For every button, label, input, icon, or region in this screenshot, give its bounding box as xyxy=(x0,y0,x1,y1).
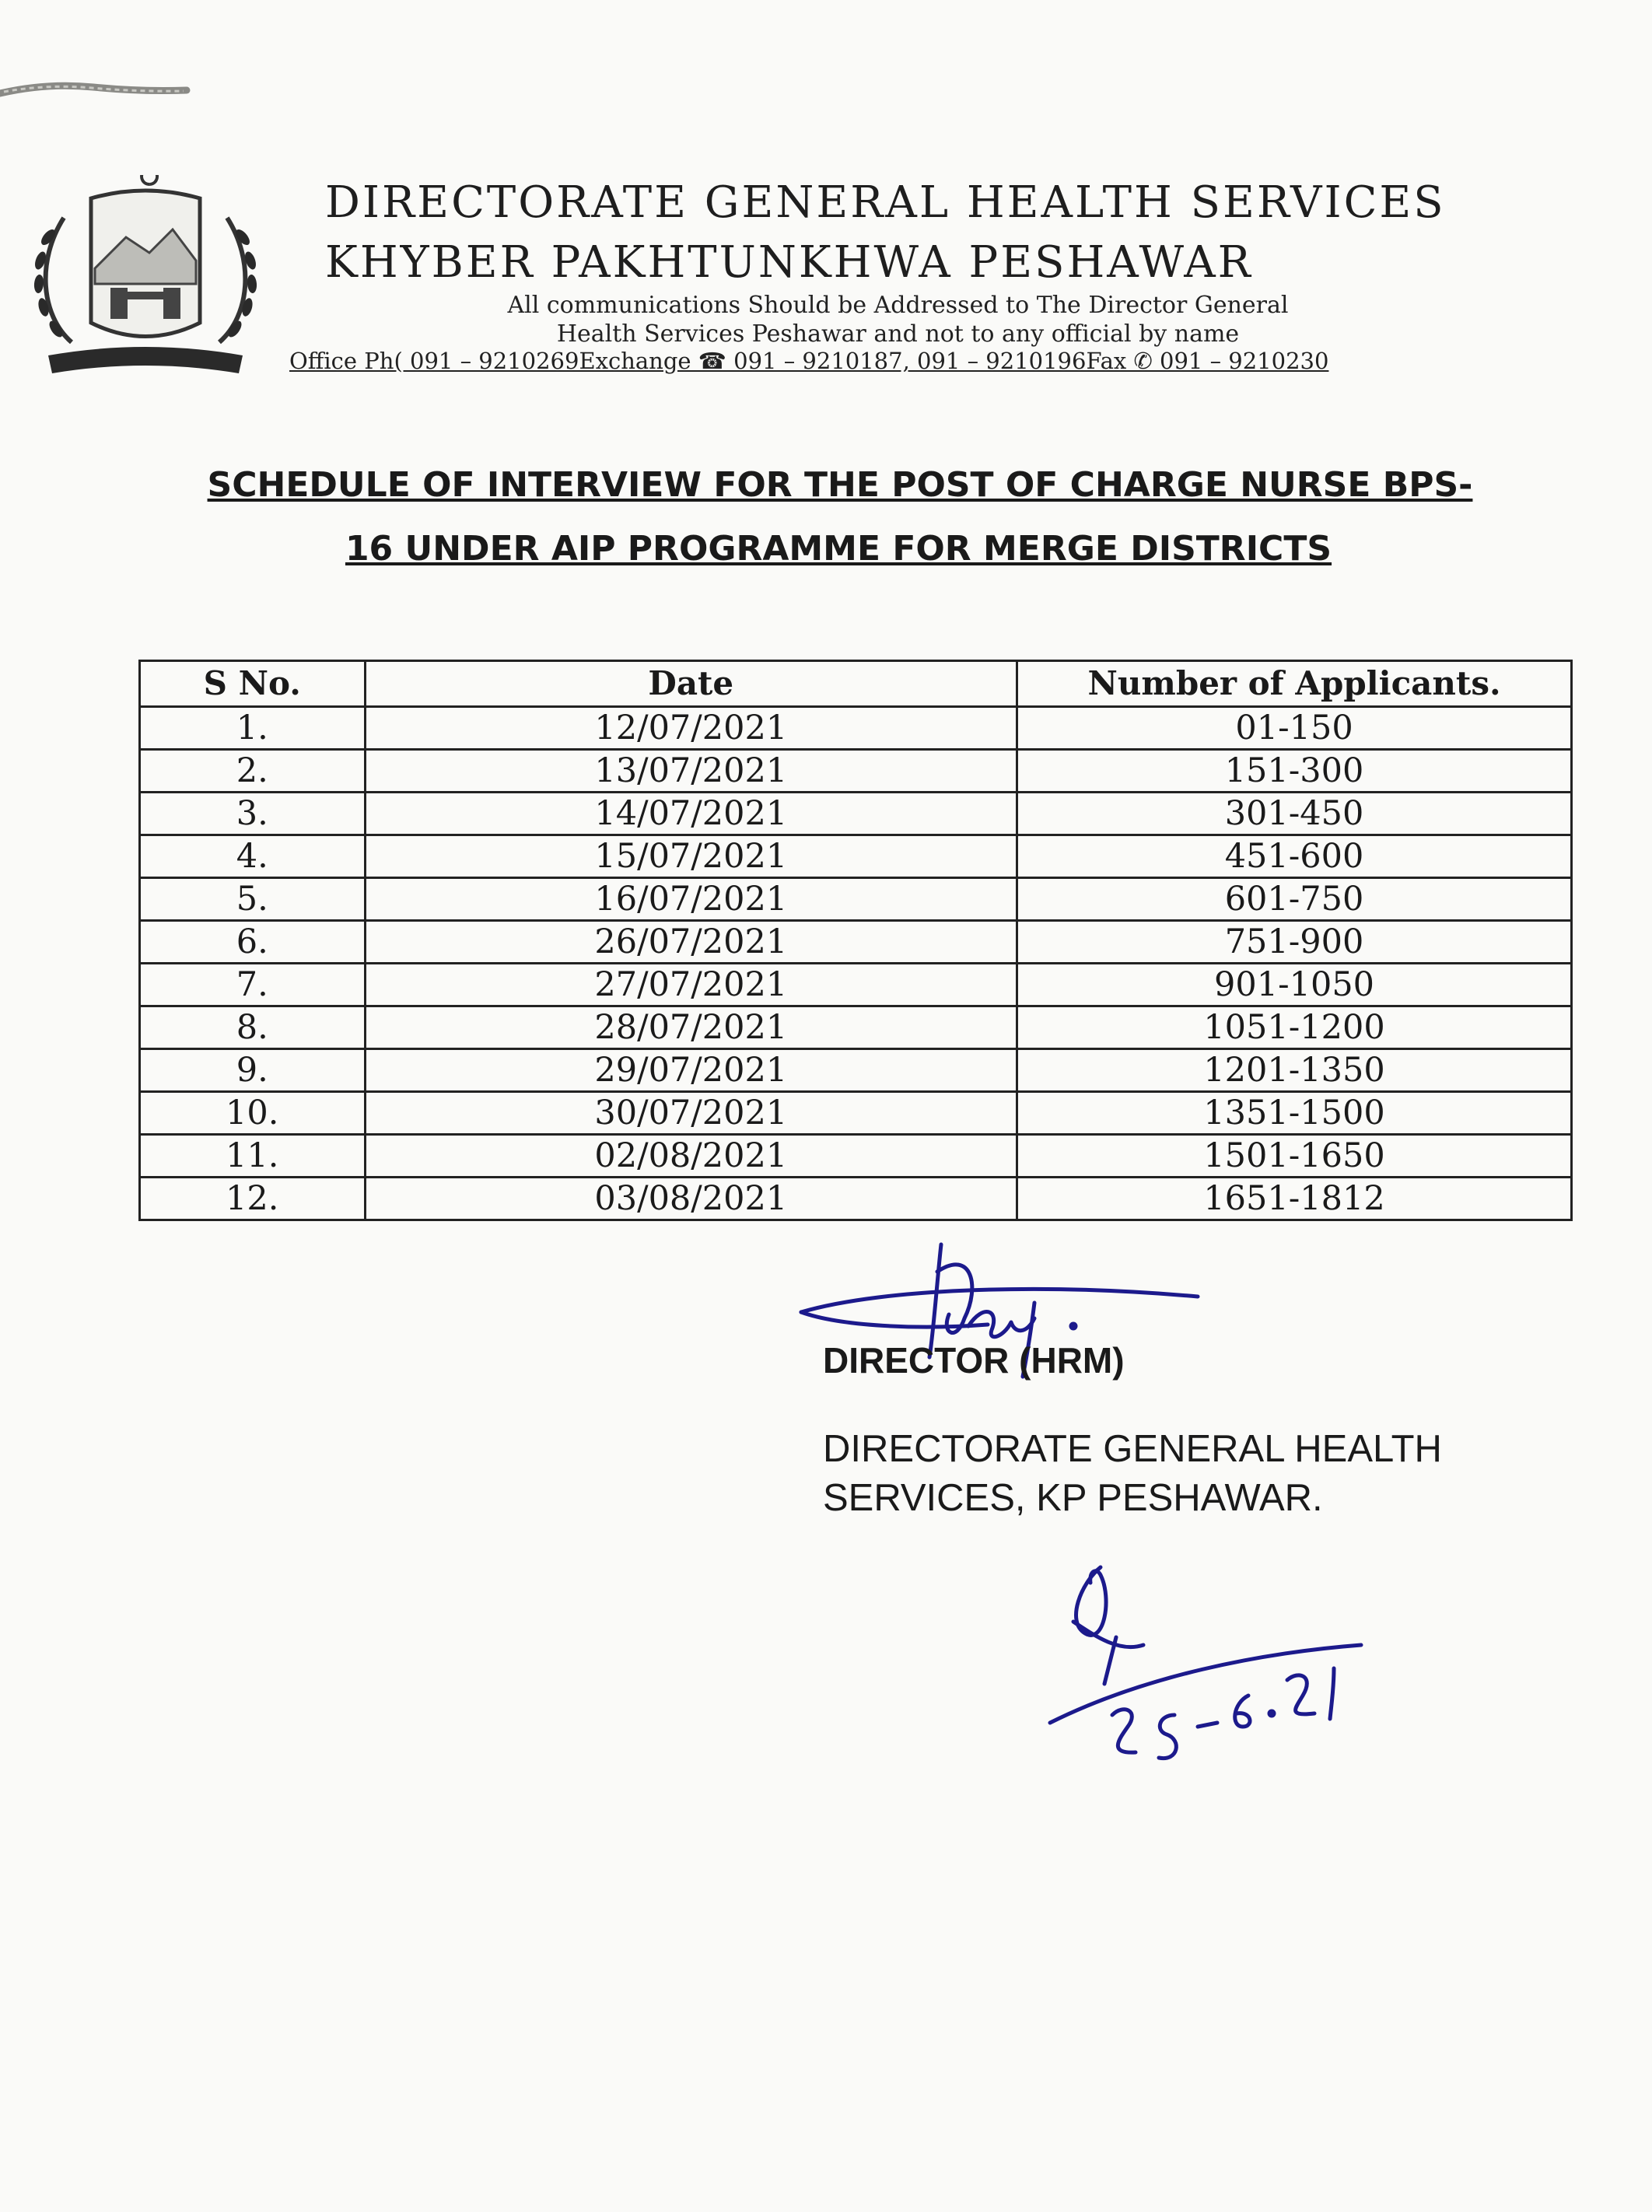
cell-sno: 10. xyxy=(140,1092,366,1135)
cell-applicants: 01-150 xyxy=(1017,707,1572,750)
cell-sno: 11. xyxy=(140,1135,366,1178)
table-row xyxy=(140,1049,1572,1092)
cell-applicants: 1501-1650 xyxy=(1017,1135,1572,1178)
cell-applicants: 1651-1812 xyxy=(1017,1178,1572,1220)
cell-date: 27/07/2021 xyxy=(365,964,1017,1006)
cell-applicants: 1051-1200 xyxy=(1017,1006,1572,1049)
table-row xyxy=(140,793,1572,835)
column-header-date: Date xyxy=(365,661,1017,707)
cell-date: 14/07/2021 xyxy=(365,793,1017,835)
table-row xyxy=(140,1135,1572,1178)
table-row xyxy=(140,1092,1572,1135)
table-row xyxy=(140,964,1572,1006)
table-row xyxy=(140,750,1572,793)
cell-date: 29/07/2021 xyxy=(365,1049,1017,1092)
cell-date: 15/07/2021 xyxy=(365,835,1017,878)
schedule-heading-line2: 16 UNDER AIP PROGRAMME FOR MERGE DISTRICTS xyxy=(345,529,1332,569)
cell-sno: 3. xyxy=(140,793,366,835)
cell-sno: 5. xyxy=(140,878,366,921)
cell-applicants: 301-450 xyxy=(1017,793,1572,835)
cell-date: 02/08/2021 xyxy=(365,1135,1017,1178)
cell-applicants: 451-600 xyxy=(1017,835,1572,878)
cell-date: 13/07/2021 xyxy=(365,750,1017,793)
letterhead-contact-numbers: Office Ph( 091 – 9210269Exchange ☎ 091 – 9210187, 091 – 9210196Fax ✆ 091 – 9210230 xyxy=(289,348,1329,374)
cell-date: 16/07/2021 xyxy=(365,878,1017,921)
cell-date: 28/07/2021 xyxy=(365,1006,1017,1049)
cell-date: 12/07/2021 xyxy=(365,707,1017,750)
table-row xyxy=(140,835,1572,878)
signatory-org-line1: DIRECTORATE GENERAL HEALTH xyxy=(823,1428,1442,1470)
cell-applicants: 901-1050 xyxy=(1017,964,1572,1006)
interview-schedule-table xyxy=(138,660,1573,1221)
cell-applicants: 751-900 xyxy=(1017,921,1572,964)
table-header-row xyxy=(140,661,1572,707)
cell-date: 03/08/2021 xyxy=(365,1178,1017,1220)
cell-sno: 9. xyxy=(140,1049,366,1092)
table-row xyxy=(140,707,1572,750)
cell-sno: 6. xyxy=(140,921,366,964)
column-header-sno: S No. xyxy=(140,661,366,707)
signatory-designation: DIRECTOR (HRM) xyxy=(823,1340,1125,1381)
cell-applicants: 601-750 xyxy=(1017,878,1572,921)
cell-date: 26/07/2021 xyxy=(365,921,1017,964)
letterhead-note-line2: Health Services Peshawar and not to any official by name xyxy=(556,320,1240,348)
initials-with-date-handwritten xyxy=(1027,1536,1369,1793)
cell-applicants: 1201-1350 xyxy=(1017,1049,1572,1092)
cell-applicants: 1351-1500 xyxy=(1017,1092,1572,1135)
staple-mark xyxy=(0,76,191,101)
table-row xyxy=(140,1006,1572,1049)
cell-date: 30/07/2021 xyxy=(365,1092,1017,1135)
cell-sno: 7. xyxy=(140,964,366,1006)
table-row xyxy=(140,878,1572,921)
cell-sno: 1. xyxy=(140,707,366,750)
cell-sno: 12. xyxy=(140,1178,366,1220)
table-row xyxy=(140,921,1572,964)
cell-applicants: 151-300 xyxy=(1017,750,1572,793)
cell-sno: 8. xyxy=(140,1006,366,1049)
schedule-heading-line1: SCHEDULE OF INTERVIEW FOR THE POST OF CHARGE NURSE BPS- xyxy=(207,465,1473,505)
column-header-applicants: Number of Applicants. xyxy=(1017,661,1572,707)
cell-sno: 2. xyxy=(140,750,366,793)
letterhead-title-line2: KHYBER PAKHTUNKHWA PESHAWAR xyxy=(325,237,1253,288)
signatory-org-line2: SERVICES, KP PESHAWAR. xyxy=(823,1477,1323,1519)
table-row xyxy=(140,1178,1572,1220)
kp-government-emblem xyxy=(17,175,274,389)
cell-sno: 4. xyxy=(140,835,366,878)
letterhead-note-line1: All communications Should be Addressed to The Director General xyxy=(507,292,1289,319)
letterhead-title-line1: DIRECTORATE GENERAL HEALTH SERVICES xyxy=(325,177,1446,228)
